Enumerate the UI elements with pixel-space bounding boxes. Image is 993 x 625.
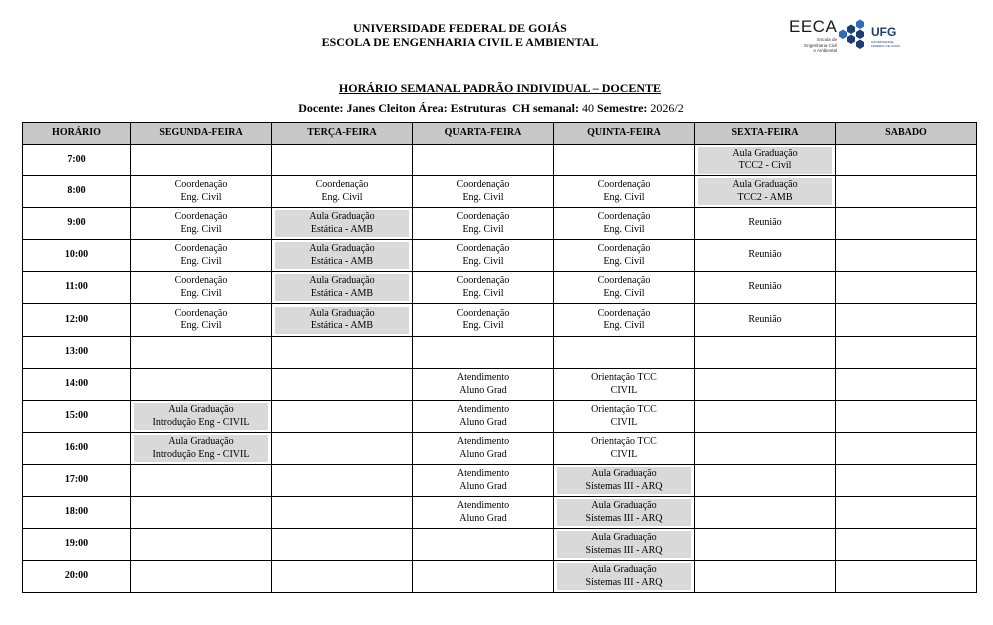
activity-block [554, 436, 694, 461]
activity-line-2: Aluno Grad [459, 416, 507, 428]
activity-line-2: Eng. Civil [462, 223, 504, 235]
activity-line-1: Atendimento [456, 500, 510, 511]
schedule-cell [695, 529, 836, 561]
activity-block [413, 436, 553, 461]
hour-cell: 20:00 [23, 561, 131, 593]
schedule-cell [272, 240, 413, 272]
schedule-cell [272, 433, 413, 465]
schedule-cell [272, 401, 413, 433]
schedule-cell [131, 561, 272, 593]
activity-line-2: CIVIL [610, 384, 638, 396]
schedule-cell [413, 465, 554, 497]
activity-line-1: Coordenação [456, 307, 510, 319]
schedule-cell [695, 304, 836, 337]
hour-cell: 18:00 [23, 497, 131, 529]
docente-label: Docente: [298, 101, 344, 115]
class-block [557, 531, 691, 558]
activity-block [413, 372, 553, 397]
hour-cell: 12:00 [23, 304, 131, 337]
eeca-logo-text: EECA [789, 17, 838, 36]
activity-line-2: Estática - AMB [310, 223, 374, 235]
schedule-cell [413, 176, 554, 208]
activity-block [554, 308, 694, 333]
hour-cell: 14:00 [23, 369, 131, 401]
table-row [23, 272, 977, 304]
schedule-cell [272, 497, 413, 529]
activity-line-2: Aluno Grad [459, 384, 507, 396]
schedule-cell [554, 272, 695, 304]
table-row [23, 401, 977, 433]
class-block [275, 274, 409, 301]
schedule-body [23, 145, 977, 593]
column-header-quarta: QUARTA-FEIRA [413, 123, 554, 145]
schedule-cell [131, 176, 272, 208]
activity-block [131, 243, 271, 268]
activity-block [272, 179, 412, 204]
schedule-cell [413, 208, 554, 240]
activity-line-1: Reunião [748, 217, 782, 229]
activity-block [695, 281, 835, 294]
university-name: UNIVERSIDADE FEDERAL DE GOIÁS [353, 21, 567, 35]
activity-line-1: Aula Graduação [591, 564, 657, 575]
activity-block [131, 308, 271, 333]
hour-cell: 9:00 [23, 208, 131, 240]
activity-block [554, 243, 694, 268]
schedule-cell [554, 465, 695, 497]
column-header-terca: TERÇA-FEIRA [272, 123, 413, 145]
schedule-cell [272, 465, 413, 497]
activity-line-2: Estática - AMB [310, 320, 374, 331]
activity-line-2: Eng. Civil [603, 223, 645, 235]
schedule-cell [695, 208, 836, 240]
schedule-cell [554, 529, 695, 561]
class-block [275, 210, 409, 237]
table-row [23, 369, 977, 401]
activity-block [413, 211, 553, 236]
activity-line-1: Coordenação [174, 211, 228, 222]
activity-line-1: Reunião [748, 249, 782, 261]
schedule-cell [272, 176, 413, 208]
ch-value: 40 [582, 101, 594, 115]
activity-block [695, 217, 835, 230]
activity-line-1: Coordenação [174, 307, 228, 319]
schedule-cell [695, 176, 836, 208]
activity-block [413, 468, 553, 493]
schedule-cell [131, 529, 272, 561]
schedule-cell [272, 304, 413, 337]
activity-line-2: Eng. Civil [180, 320, 222, 331]
schedule-cell [836, 529, 977, 561]
eeca-logo-subtitle: Escola de Engenharia Civil e Ambiental [804, 37, 837, 53]
activity-line-1: Aula Graduação [309, 275, 375, 286]
schedule-cell [131, 369, 272, 401]
schedule-cell [413, 433, 554, 465]
schedule-cell [131, 304, 272, 337]
schedule-cell [836, 272, 977, 304]
table-row [23, 465, 977, 497]
class-block [698, 178, 832, 205]
semestre-label: Semestre: [597, 101, 648, 115]
table-row [23, 304, 977, 337]
activity-line-1: Aula Graduação [309, 307, 375, 319]
activity-line-2: TCC2 - AMB [737, 191, 793, 203]
activity-line-2: Eng. Civil [462, 287, 504, 299]
schedule-cell [836, 337, 977, 369]
activity-line-2: Introdução Eng - CIVIL [152, 448, 250, 460]
activity-line-2: Eng. Civil [180, 191, 222, 203]
schedule-cell [695, 561, 836, 593]
schedule-cell [131, 337, 272, 369]
schedule-cell [272, 145, 413, 176]
table-row [23, 240, 977, 272]
activity-line-2: Eng. Civil [603, 320, 645, 331]
table-row [23, 145, 977, 176]
semestre-value: 2026/2 [650, 101, 684, 115]
activity-block [131, 275, 271, 300]
activity-line-2: Aluno Grad [459, 512, 507, 524]
activity-line-1: Coordenação [597, 243, 651, 254]
class-block [134, 435, 268, 462]
schedule-cell [554, 208, 695, 240]
schedule-cell [836, 497, 977, 529]
activity-line-2: Eng. Civil [180, 287, 222, 299]
schedule-cell [695, 240, 836, 272]
table-row [23, 433, 977, 465]
eeca-ufg-logo [785, 17, 905, 59]
activity-line-2: Introdução Eng - CIVIL [152, 416, 250, 428]
column-header-horario: HORÁRIO [23, 123, 131, 145]
schedule-cell [836, 369, 977, 401]
activity-line-1: Aula Graduação [591, 500, 657, 511]
schedule-cell [836, 433, 977, 465]
activity-line-1: Coordenação [174, 275, 228, 286]
schedule-cell [554, 369, 695, 401]
area-label: Área: [418, 101, 448, 115]
activity-line-1: Atendimento [456, 468, 510, 479]
activity-line-1: Coordenação [597, 179, 651, 190]
table-row [23, 497, 977, 529]
activity-block [695, 249, 835, 262]
activity-line-1: Coordenação [456, 211, 510, 222]
school-name: ESCOLA DE ENGENHARIA CIVIL E AMBIENTAL [321, 35, 599, 49]
ufg-logo-subtitle: UNIVERSIDADE FEDERAL DE GOIÁS [871, 40, 901, 48]
activity-line-1: Coordenação [456, 243, 510, 254]
activity-line-2: TCC2 - Civil [738, 160, 792, 171]
table-row [23, 337, 977, 369]
activity-line-1: Aula Graduação [168, 436, 234, 447]
schedule-cell [554, 433, 695, 465]
class-block [275, 242, 409, 269]
activity-line-1: Aula Graduação [168, 404, 234, 415]
schedule-table [22, 122, 977, 593]
activity-line-1: Atendimento [456, 404, 510, 415]
schedule-cell [554, 240, 695, 272]
table-header-row [23, 123, 977, 145]
docente-info-line [0, 101, 982, 116]
schedule-cell [272, 529, 413, 561]
activity-line-2: Estática - AMB [310, 287, 374, 299]
activity-line-2: Eng. Civil [462, 191, 504, 203]
schedule-cell [554, 497, 695, 529]
hour-cell: 8:00 [23, 176, 131, 208]
schedule-cell [836, 401, 977, 433]
activity-block [554, 275, 694, 300]
class-block [698, 147, 832, 174]
activity-block [131, 179, 271, 204]
activity-block [131, 211, 271, 236]
schedule-cell [695, 401, 836, 433]
schedule-cell [554, 561, 695, 593]
column-header-sexta: SEXTA-FEIRA [695, 123, 836, 145]
hour-cell: 10:00 [23, 240, 131, 272]
activity-line-1: Coordenação [597, 307, 651, 319]
activity-line-1: Aula Graduação [591, 468, 657, 479]
schedule-cell [836, 561, 977, 593]
activity-line-1: Reunião [748, 313, 782, 325]
table-row [23, 208, 977, 240]
schedule-cell [836, 208, 977, 240]
activity-block [554, 404, 694, 429]
column-header-segunda: SEGUNDA-FEIRA [131, 123, 272, 145]
schedule-cell [695, 465, 836, 497]
schedule-cell [554, 304, 695, 337]
activity-line-1: Reunião [748, 281, 782, 293]
hour-cell: 15:00 [23, 401, 131, 433]
schedule-cell [554, 145, 695, 176]
activity-block [413, 500, 553, 525]
ufg-logo-text: UFG [871, 25, 897, 39]
table-row [23, 176, 977, 208]
schedule-cell [413, 240, 554, 272]
schedule-cell [131, 272, 272, 304]
schedule-cell [272, 208, 413, 240]
schedule-cell [413, 497, 554, 529]
schedule-cell [131, 240, 272, 272]
activity-block [413, 275, 553, 300]
document-title: HORÁRIO SEMANAL PADRÃO INDIVIDUAL – DOCENTE [338, 81, 662, 95]
ufg-hexagon-icon [839, 19, 871, 53]
ch-label: CH semanal: [512, 101, 579, 115]
column-header-quinta: QUINTA-FEIRA [554, 123, 695, 145]
schedule-cell [836, 465, 977, 497]
activity-line-2: Estática - AMB [310, 255, 374, 267]
activity-block [413, 179, 553, 204]
activity-line-2: Eng. Civil [603, 255, 645, 267]
hour-cell: 13:00 [23, 337, 131, 369]
activity-line-2: Sistemas III - ARQ [585, 544, 663, 556]
schedule-cell [695, 337, 836, 369]
activity-line-2: CIVIL [610, 448, 638, 460]
activity-line-2: Eng. Civil [180, 223, 222, 235]
activity-line-2: Sistemas III - ARQ [585, 480, 663, 492]
schedule-cell [695, 497, 836, 529]
area-value: Estruturas [450, 101, 506, 115]
activity-line-1: Coordenação [597, 275, 651, 286]
activity-line-2: Eng. Civil [180, 255, 222, 267]
activity-line-1: Coordenação [174, 179, 228, 190]
schedule-cell [131, 497, 272, 529]
hour-cell: 16:00 [23, 433, 131, 465]
schedule-cell [272, 369, 413, 401]
docente-name: Janes Cleiton [346, 101, 416, 115]
schedule-cell [131, 401, 272, 433]
activity-line-1: Orientação TCC [591, 372, 657, 383]
activity-block [413, 243, 553, 268]
schedule-cell [695, 145, 836, 176]
schedule-cell [131, 465, 272, 497]
activity-line-1: Coordenação [456, 179, 510, 190]
activity-line-1: Atendimento [456, 372, 510, 383]
table-row [23, 529, 977, 561]
activity-line-2: Eng. Civil [603, 191, 645, 203]
activity-block [413, 308, 553, 333]
activity-line-2: Eng. Civil [462, 255, 504, 267]
schedule-cell [272, 561, 413, 593]
activity-line-2: Eng. Civil [603, 287, 645, 299]
schedule-cell [131, 433, 272, 465]
schedule-cell [554, 401, 695, 433]
schedule-cell [836, 145, 977, 176]
activity-block [554, 211, 694, 236]
schedule-cell [413, 401, 554, 433]
schedule-cell [695, 433, 836, 465]
schedule-cell [413, 561, 554, 593]
class-block [134, 403, 268, 430]
activity-block [554, 179, 694, 204]
activity-line-1: Coordenação [597, 211, 651, 222]
activity-line-1: Aula Graduação [309, 243, 375, 254]
class-block [275, 307, 409, 334]
schedule-cell [413, 529, 554, 561]
activity-line-1: Coordenação [174, 243, 228, 254]
schedule-cell [836, 240, 977, 272]
schedule-cell [554, 176, 695, 208]
activity-block [413, 404, 553, 429]
table-row [23, 561, 977, 593]
activity-line-1: Orientação TCC [591, 436, 657, 447]
activity-line-1: Aula Graduação [732, 179, 798, 190]
schedule-cell [695, 272, 836, 304]
activity-line-1: Aula Graduação [591, 532, 657, 543]
schedule-cell [413, 304, 554, 337]
activity-line-1: Aula Graduação [309, 211, 375, 222]
schedule-cell [695, 369, 836, 401]
activity-line-2: Sistemas III - ARQ [585, 576, 663, 588]
schedule-cell [554, 337, 695, 369]
schedule-cell [836, 176, 977, 208]
activity-line-1: Coordenação [456, 275, 510, 286]
schedule-cell [413, 369, 554, 401]
activity-line-2: Sistemas III - ARQ [585, 512, 663, 524]
activity-block [554, 372, 694, 397]
column-header-sabado: SABADO [836, 123, 977, 145]
hour-cell: 7:00 [23, 145, 131, 176]
schedule-cell [413, 272, 554, 304]
class-block [557, 467, 691, 494]
schedule-cell [413, 145, 554, 176]
schedule-cell [413, 337, 554, 369]
activity-line-1: Atendimento [456, 436, 510, 447]
activity-line-2: Aluno Grad [459, 448, 507, 460]
schedule-cell [272, 337, 413, 369]
activity-line-2: Aluno Grad [459, 480, 507, 492]
activity-line-2: Eng. Civil [462, 320, 504, 331]
activity-line-2: CIVIL [610, 416, 638, 428]
schedule-cell [836, 304, 977, 337]
hour-cell: 19:00 [23, 529, 131, 561]
schedule-cell [131, 208, 272, 240]
class-block [557, 563, 691, 590]
hour-cell: 17:00 [23, 465, 131, 497]
hour-cell: 11:00 [23, 272, 131, 304]
activity-line-1: Coordenação [315, 179, 369, 190]
activity-block [695, 314, 835, 327]
activity-line-2: Eng. Civil [321, 191, 363, 203]
activity-line-1: Aula Graduação [732, 147, 798, 159]
schedule-cell [272, 272, 413, 304]
schedule-cell [131, 145, 272, 176]
class-block [557, 499, 691, 526]
activity-line-1: Orientação TCC [591, 404, 657, 415]
